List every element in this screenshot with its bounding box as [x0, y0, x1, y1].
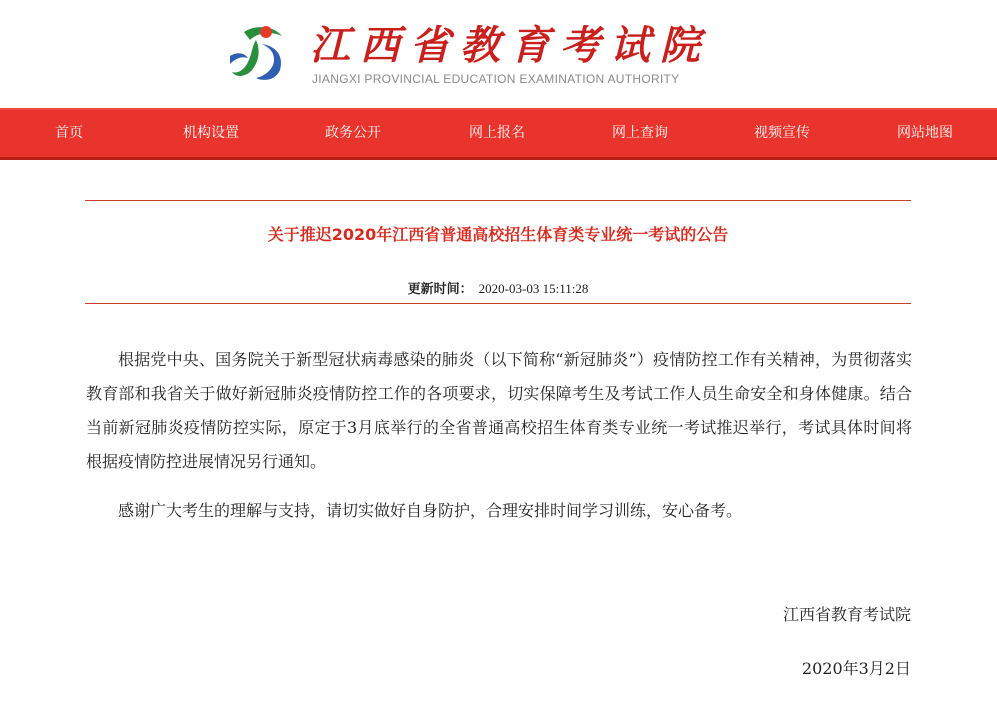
jx-logo-icon[interactable] — [226, 22, 298, 84]
nav-item-government-affairs[interactable]: 政务公开 — [325, 125, 381, 141]
article-signature: 江西省教育考试院 — [782, 605, 911, 624]
nav-item-home[interactable]: 首页 — [55, 125, 83, 141]
article-paragraph: 根据党中央、国务院关于新型冠状病毒感染的肺炎（以下简称“新冠肺炎”）疫情防控工作有关精神，为贯彻落实教育部和我省关于做好新冠肺炎疫情防控工作的各项要求，切实保障考生及考试工作人员生命安全和身体健康。结合当前新冠肺炎疫情防控实际，原定于3月底举行的全省普通高校招生体育类专业统一考试推迟举行，考试具体时间将根据疫情防控进展情况另行通知。 — [86, 350, 912, 471]
nav-item-video[interactable]: 视频宣传 — [754, 125, 810, 141]
title-top-divider — [85, 200, 911, 201]
title-bottom-divider — [85, 303, 911, 304]
nav-item-organization[interactable]: 机构设置 — [183, 125, 239, 141]
main-nav — [0, 108, 997, 160]
article-title: 关于推迟2020年江西省普通高校招生体育类专业统一考试的公告 — [267, 225, 729, 244]
updated-timestamp: 2020-03-03 15:11:28 — [478, 281, 589, 296]
nav-item-online-query[interactable]: 网上查询 — [612, 125, 668, 141]
site-name-en: JIANGXI PROVINCIAL EDUCATION EXAMINATION AUTHORITY — [312, 72, 680, 86]
site-header — [0, 0, 997, 108]
article-meta — [85, 278, 911, 297]
nav-item-sitemap[interactable]: 网站地图 — [897, 125, 953, 141]
article-paragraph: 感谢广大考生的理解与支持，请切实做好自身防护，合理安排时间学习训练，安心备考。 — [118, 501, 743, 520]
updated-label: 更新时间： — [407, 282, 473, 297]
site-name-cn[interactable]: 江西省教育考试院 — [310, 22, 710, 69]
nav-item-online-registration[interactable]: 网上报名 — [469, 125, 525, 141]
article-date: 2020年3月2日 — [801, 659, 911, 678]
